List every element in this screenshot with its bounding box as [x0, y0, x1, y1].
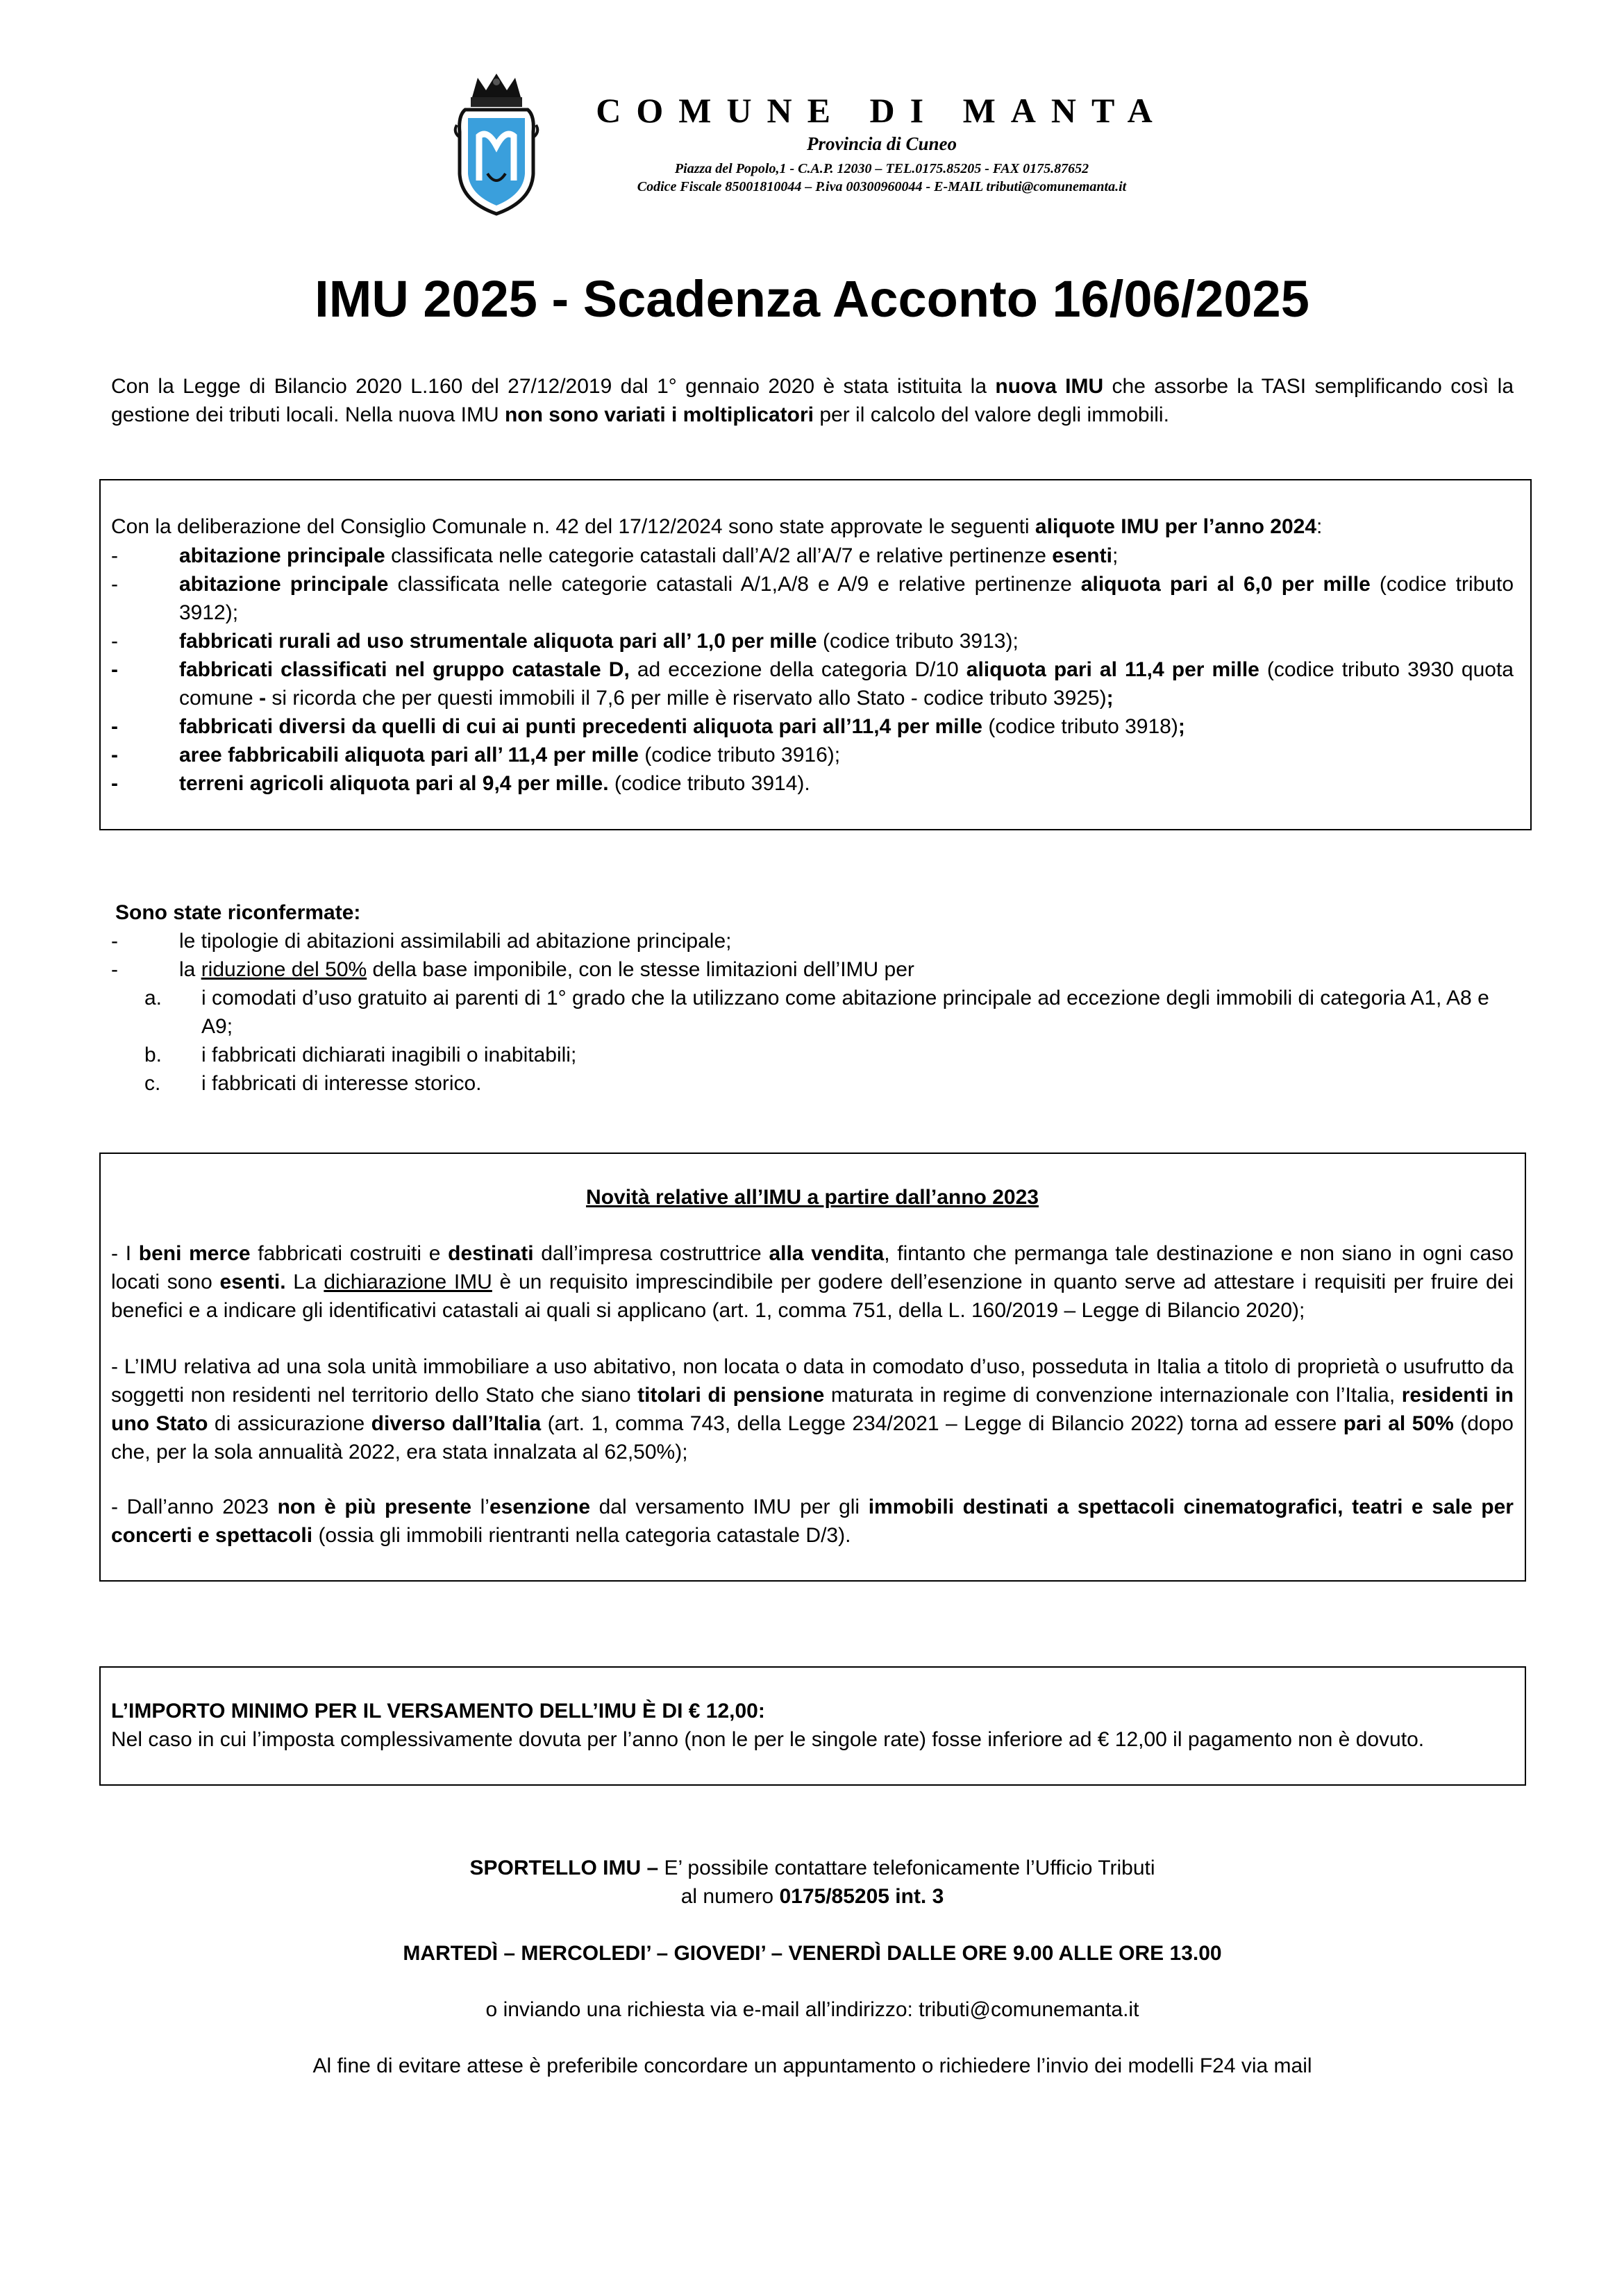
sub-letter: a. [144, 987, 162, 1009]
p-bold: pari al 50% [1343, 1412, 1454, 1435]
item-text: la [179, 958, 201, 981]
p-bold: beni merce [138, 1242, 251, 1265]
f24-note: Al fine di evitare attese è preferibile concordare un appuntamento o richiedere l’invio dei modelli F24 via mail [312, 2054, 1312, 2077]
intro-text: che assorbe la TASI semplificando così la gestione dei tributi locali. Nella nuova IMU [111, 375, 1514, 426]
municipal-crest-icon [451, 69, 542, 218]
item-bold: - [259, 687, 267, 710]
intro-text: per il calcolo del valore degli immobili. [814, 403, 1169, 426]
aliquota-item [179, 655, 1514, 712]
sub-letter: b. [144, 1044, 162, 1066]
bullet-dash: - [111, 630, 118, 653]
item-text: (codice tributo 3913); [817, 630, 1019, 653]
address-line: Piazza del Popolo,1 - C.A.P. 12030 – TEL.0175.85205 - FAX 0175.87652 [674, 161, 1089, 176]
sub-item: i fabbricati di interesse storico. [201, 1072, 482, 1095]
bullet-dash: - [111, 573, 118, 596]
riconferma-item [179, 927, 1514, 955]
item-bold: fabbricati classificati nel gruppo catastale D, [179, 658, 630, 681]
sub-letter: c. [144, 1072, 161, 1095]
lead-text: Con la deliberazione del Consiglio Comunale n. 42 del 17/12/2024 sono state approvate le seguenti [111, 515, 1035, 538]
intro-text: Con la Legge di Bilancio 2020 L.160 del 27/12/2019 dal 1° gennaio 2020 è stata istituita la [111, 375, 996, 398]
item-bold: terreni agricoli aliquota pari al 9,4 per mille. [179, 772, 609, 795]
minimo-text: Nel caso in cui l’imposta complessivamente dovuta per l’anno (non le per le singole rate) fosse inferiore ad € 12,00 il pagamento non è dovuto. [111, 1728, 1425, 1751]
p-text: , fintanto che permanga tale destinazione e non siano in ogni caso locati sono [111, 1242, 1514, 1293]
p-bold: non è più presente [277, 1495, 472, 1518]
bullet-dash: - [111, 930, 118, 953]
item-bold: fabbricati rurali ad uso strumentale aliquota pari all’ 1,0 per mille [179, 630, 817, 653]
bullet-dash: - [111, 958, 118, 981]
p-text: è un requisito imprescindibile per godere dell’esenzione in quanto serve ad attestare i requisiti per fruire dei benefici e a indicare gli identificativi catastali ai quali si applicano (art. 1, comma 751, della L. 160/2019 – Legge di Bilancio 2020); [111, 1271, 1514, 1322]
novita-heading: Novità relative all’IMU a partire dall’anno 2023 [586, 1186, 1039, 1209]
p-bold: immobili destinati a spettacoli cinematografici, teatri e sale per concerti e spettacoli [111, 1495, 1514, 1547]
item-text: si ricorda che per questi immobili il 7,6 per mille è riservato allo Stato - codice tributo 3925) [266, 687, 1107, 710]
lead-bold: aliquote IMU per l’anno 2024 [1035, 515, 1317, 538]
item-text: (codice tributo 3914). [608, 772, 810, 795]
opening-hours: MARTEDÌ – MERCOLEDI’ – GIOVEDI’ – VENERDÌ DALLE ORE 9.00 ALLE ORE 13.00 [403, 1942, 1222, 1965]
p-bold: diverso dall’Italia [371, 1412, 542, 1435]
sportello-bold: SPORTELLO IMU – [469, 1857, 659, 1879]
aliquota-item [179, 769, 1514, 798]
p-text: (dopo che, per la sola annualità 2022, era stata innalzata al 62,50%); [111, 1412, 1514, 1464]
item-text: (codice tributo 3918) [982, 715, 1178, 738]
novita-paragraph [111, 1239, 1514, 1325]
p-text: - Dall’anno 2023 [111, 1495, 278, 1518]
p-text: dall’impresa costruttrice [533, 1242, 769, 1265]
p-bold: titolari di pensione [637, 1384, 825, 1407]
riconferma-item [179, 955, 1514, 984]
aliquota-item [179, 712, 1514, 741]
item-text: (codice tributo 3930 quota comune [179, 658, 1514, 710]
item-text: (codice tributo 3912); [179, 573, 1514, 624]
aliquota-item [179, 570, 1514, 627]
sub-item: i fabbricati dichiarati inagibili o inabitabili; [201, 1044, 577, 1066]
aliquota-item [179, 627, 1514, 655]
intro-bold: nuova IMU [995, 375, 1104, 398]
item-text: della base imponibile, con le stesse limitazioni dell’IMU per [367, 958, 914, 981]
item-bold: esenti [1052, 544, 1112, 567]
p-text: La [285, 1271, 324, 1293]
p-text: maturata in regime di convenzione internazionale con l’Italia, [824, 1384, 1402, 1407]
p-text: di assicurazione [208, 1412, 371, 1435]
p-bold: alla vendita [769, 1242, 885, 1265]
bullet-dash: - [111, 772, 118, 795]
item-text: ad eccezione della categoria D/10 [629, 658, 966, 681]
bullet-dash: - [111, 544, 118, 567]
phone-number: 0175/85205 int. 3 [779, 1885, 944, 1908]
item-bold: ; [1178, 715, 1185, 738]
intro-paragraph [111, 372, 1514, 429]
p-bold: destinati [448, 1242, 534, 1265]
aliquote-lead [111, 512, 1514, 541]
item-bold: aree fabbricabili aliquota pari all’ 11,4 per mille [179, 744, 639, 766]
email-line: o inviando una richiesta via e-mail all’indirizzo: tributi@comunemanta.it [485, 1998, 1139, 2021]
sportello-line [111, 1854, 1514, 1882]
p-bold: esenzione [489, 1495, 591, 1518]
province: Provincia di Cuneo [806, 133, 957, 154]
sub-item: i comodati d’uso gratuito ai parenti di 1° grado che la utilizzano come abitazione principale ad eccezione degli immobili di categoria A1, A8 e A9; [201, 987, 1489, 1038]
item-underline: riduzione del 50% [201, 958, 367, 981]
item-text: le tipologie di abitazioni assimilabili ad abitazione principale [179, 930, 726, 953]
p-text: dal versamento IMU per gli [590, 1495, 869, 1518]
sportello-text: E’ possibile contattare telefonicamente l’Ufficio Tributi [658, 1857, 1155, 1879]
item-text: classificata nelle categorie catastali dall’A/2 all’A/7 e relative pertinenze [385, 544, 1053, 567]
item-underline: ; [726, 930, 732, 953]
p-bold: residenti in uno Stato [111, 1384, 1514, 1435]
novita-paragraph [111, 1493, 1514, 1550]
riconferme-heading: Sono state riconfermate: [115, 901, 361, 924]
item-bold: abitazione principale [179, 544, 385, 567]
novita-paragraph [111, 1352, 1514, 1466]
item-text: (codice tributo 3916); [638, 744, 841, 766]
bullet-dash: - [111, 658, 118, 681]
p-text: fabbricati costruiti e [250, 1242, 449, 1265]
p-text: - I [111, 1242, 139, 1265]
item-bold: aliquota pari al 6,0 per mille [1080, 573, 1371, 596]
municipality-name: COMUNE DI MANTA [596, 91, 1168, 130]
p-underline: dichiarazione IMU [324, 1271, 492, 1293]
p-text: - L’IMU relativa ad una sola unità immobiliare a uso abitativo, non locata o data in comodato d’uso, posseduta in Italia a titolo di proprietà o usufrutto da soggetti non residenti nel territorio dello Stato che siano [111, 1355, 1514, 1407]
page-title: IMU 2025 - Scadenza Acconto 16/06/2025 [315, 270, 1309, 328]
item-bold: fabbricati diversi da quelli di cui ai punti precedenti aliquota pari all’11,4 per mille [179, 715, 982, 738]
p-text: (ossia gli immobili rientranti nella categoria catastale D/3). [312, 1524, 851, 1547]
p-text: (art. 1, comma 743, della Legge 234/2021 – Legge di Bilancio 2022) torna ad essere [541, 1412, 1343, 1435]
item-bold: ; [1106, 687, 1114, 710]
item-text: classificata nelle categorie catastali A/1,A/8 e A/9 e relative pertinenze [388, 573, 1081, 596]
sportello-text: al numero [680, 1885, 780, 1908]
sportello-phone [111, 1882, 1514, 1911]
item-bold: abitazione principale [179, 573, 389, 596]
lead-text: : [1316, 515, 1323, 538]
intro-bold: non sono variati i moltiplicatori [504, 403, 814, 426]
bullet-dash: - [111, 744, 118, 766]
item-text: ; [1112, 544, 1119, 567]
p-text: l’ [471, 1495, 489, 1518]
fiscal-line: Codice Fiscale 85001810044 – P.iva 00300960044 - E-MAIL tributi@comunemanta.it [637, 179, 1127, 194]
aliquota-item [179, 542, 1514, 570]
bullet-dash: - [111, 715, 118, 738]
item-bold: aliquota pari al 11,4 per mille [966, 658, 1259, 681]
p-bold: esenti. [219, 1271, 286, 1293]
minimo-heading: L’IMPORTO MINIMO PER IL VERSAMENTO DELL’IMU È DI € 12,00: [111, 1700, 765, 1723]
aliquota-item [179, 741, 1514, 769]
